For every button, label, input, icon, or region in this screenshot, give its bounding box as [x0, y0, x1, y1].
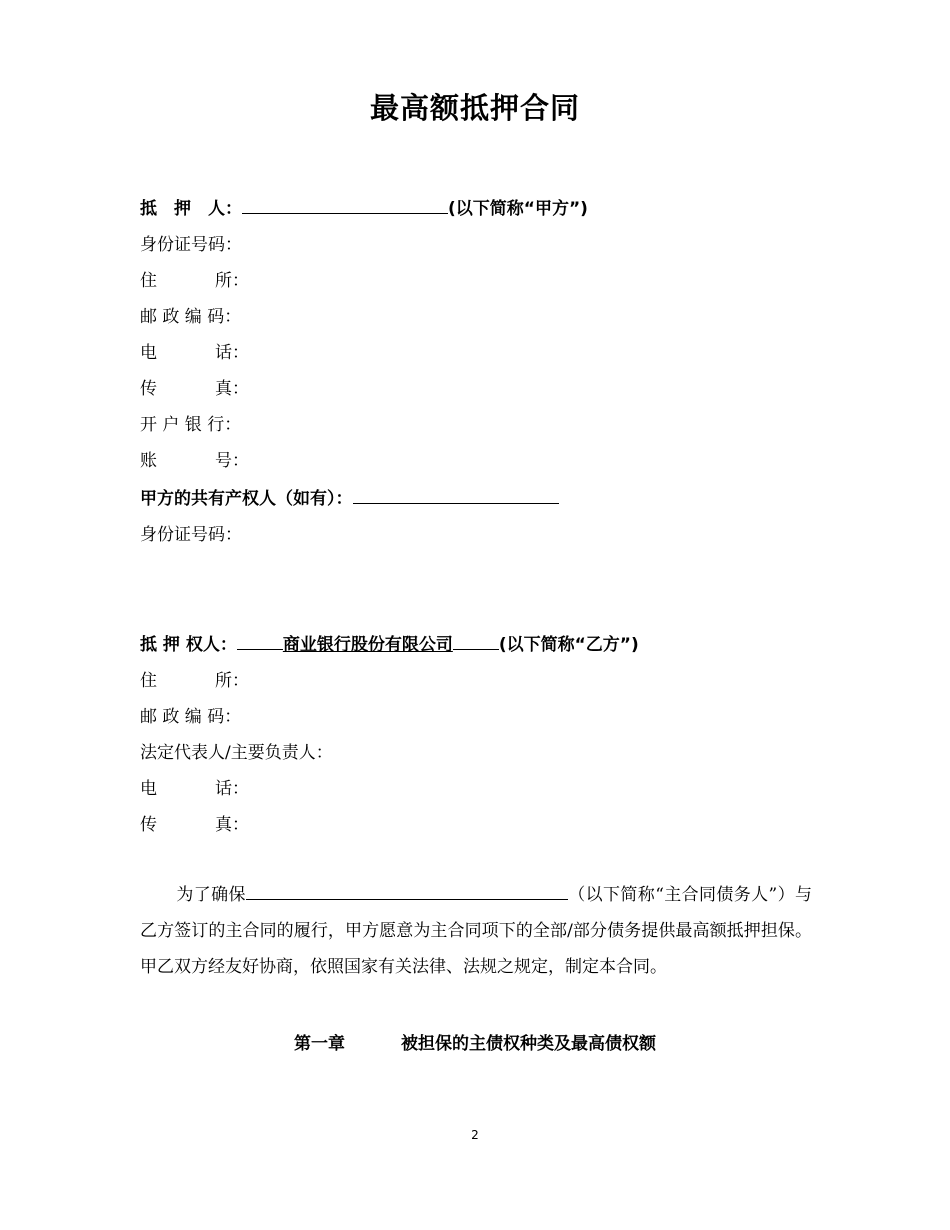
- party-b-address-row: [140, 666, 249, 691]
- party-b-postcode-label: 邮 政 编 码：: [140, 707, 242, 727]
- party-b-legal-rep-label: 法定代表人/主要负责人：: [140, 743, 333, 763]
- party-b-fax-label-2: 真：: [215, 815, 249, 835]
- party-a-phone-label-2: 话：: [215, 343, 249, 363]
- chapter-title: 被担保的主债权种类及最高债权额: [401, 1034, 656, 1054]
- party-a-phone-row: [140, 338, 249, 363]
- party-a-fax-label-2: 真：: [215, 379, 249, 399]
- party-a-name-blank[interactable]: [242, 196, 448, 214]
- party-a-phone-label-1: 电: [140, 343, 157, 363]
- party-a-fax-label-1: 传: [140, 379, 157, 399]
- debtor-name-blank[interactable]: [246, 882, 568, 900]
- co-owner-id-label: 身份证号码：: [140, 525, 242, 545]
- party-b-phone-row: [140, 774, 249, 799]
- preamble-suffix: （以下简称“主合同债务人”）: [567, 885, 795, 905]
- party-a-address-label-2: 所：: [215, 271, 249, 291]
- party-a-label: 抵 押 人：: [140, 199, 242, 219]
- co-owner-label: 甲方的共有产权人（如有）：: [140, 489, 353, 509]
- party-a-account-label-2: 号：: [215, 451, 249, 471]
- party-a-account-label-1: 账: [140, 451, 157, 471]
- preamble-rest: 与乙方签订的主合同的履行，甲方愿意为主合同项下的全部/部分债务提供最高额抵押担保。甲乙双方经友好协商，依照国家有关法律、法规之规定，制定本合同。: [140, 885, 812, 977]
- party-b-suffix-blank[interactable]: [453, 632, 499, 650]
- party-b-bank-name: 商业银行股份有限公司: [282, 635, 453, 655]
- party-b-address-label-2: 所：: [215, 671, 249, 691]
- party-a-line: [140, 194, 588, 219]
- preamble-start: 为了确保: [176, 885, 246, 905]
- party-a-fax-row: [140, 374, 249, 399]
- party-a-address-row: [140, 266, 249, 291]
- party-b-phone-label-1: 电: [140, 779, 157, 799]
- party-b-suffix: (以下简称“乙方”): [498, 635, 639, 655]
- co-owner-name-blank[interactable]: [353, 486, 559, 504]
- document-title: 最高额抵押合同: [369, 91, 580, 125]
- party-a-bank-label: 开 户 银 行：: [140, 415, 242, 435]
- preamble-paragraph: [140, 877, 812, 985]
- party-b-line: [140, 630, 639, 655]
- party-b-fax-row: [140, 810, 249, 835]
- chapter-heading: [0, 1029, 950, 1054]
- party-a-postcode-label: 邮 政 编 码：: [140, 307, 242, 327]
- chapter-number: 第一章: [294, 1034, 345, 1054]
- party-a-suffix: (以下简称“甲方”): [448, 199, 588, 219]
- party-a-id-label: 身份证号码：: [140, 235, 242, 255]
- party-b-phone-label-2: 话：: [215, 779, 249, 799]
- party-a-address-label-1: 住: [140, 271, 157, 291]
- co-owner-line: [140, 484, 559, 509]
- party-b-fax-label-1: 传: [140, 815, 157, 835]
- party-b-label: 抵 押 权人：: [140, 635, 237, 655]
- page-number: 2: [471, 1128, 479, 1142]
- party-b-prefix-blank[interactable]: [237, 632, 283, 650]
- party-a-account-row: [140, 446, 249, 471]
- party-b-address-label-1: 住: [140, 671, 157, 691]
